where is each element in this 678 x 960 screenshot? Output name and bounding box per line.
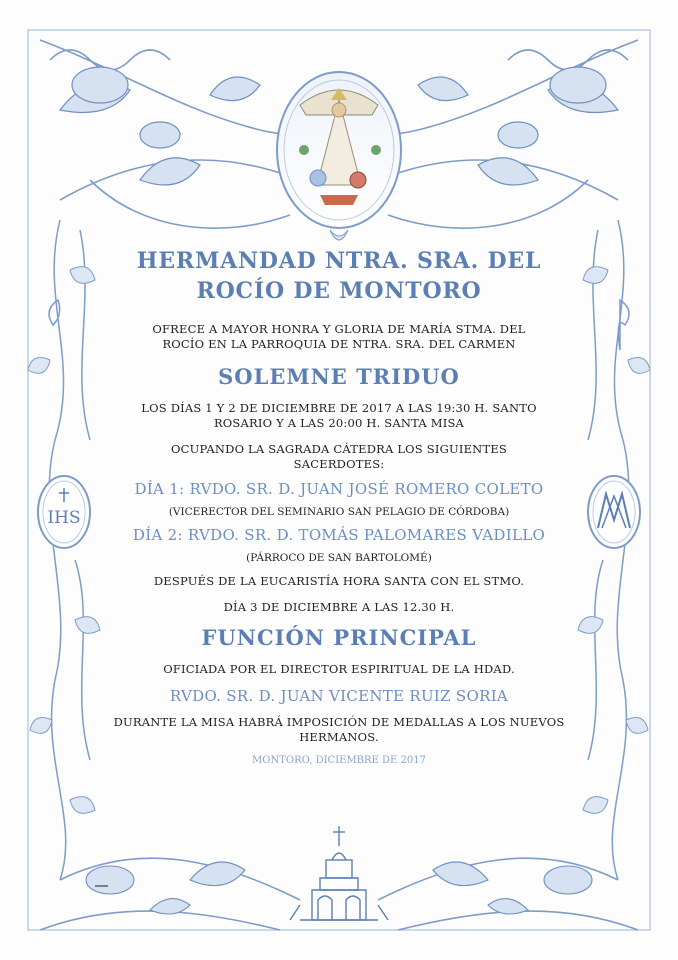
- intro-line2: ROCÍO EN LA PARROQUIA DE NTRA. SRA. DEL CARMEN: [162, 337, 516, 351]
- triduo-heading: SOLEMNE TRIDUO: [218, 364, 460, 389]
- day1-role: (VICERECTOR DEL SEMINARIO SAN PELAGIO DE CÓRDOBA): [168, 506, 510, 518]
- virgin-image-medallion-icon: [277, 72, 401, 228]
- schedule-line1: LOS DÍAS 1 Y 2 DE DICIEMBRE DE 2017 A LAS 19:30 H. SANTO: [141, 401, 537, 415]
- catedra-line2: SACERDOTES:: [293, 457, 385, 471]
- after-mass-text: DESPUÉS DE LA EUCARISTÍA HORA SANTA CON EL STMO.: [153, 574, 525, 588]
- brotherhood-title-line2: ROCÍO DE MONTORO: [196, 278, 482, 304]
- medals-line2: HERMANOS.: [299, 730, 379, 744]
- signature-date: MONTORO, DICIEMBRE DE 2017: [252, 755, 426, 766]
- bottom-garland: [40, 858, 638, 930]
- day2-priest: DÍA 2: RVDO. SR. D. TOMÁS PALOMARES VADILLO: [132, 526, 546, 544]
- day3-text: DÍA 3 DE DICIEMBRE A LAS 12.30 H.: [223, 600, 455, 614]
- funcion-heading: FUNCIÓN PRINCIPAL: [201, 625, 477, 650]
- schedule-line2: ROSARIO Y A LAS 20:00 H. SANTA MISA: [213, 416, 465, 430]
- intro-line1: OFRECE A MAYOR HONRA Y GLORIA DE MARÍA STMA. DEL: [152, 322, 526, 336]
- svg-text:IHS: IHS: [47, 508, 81, 528]
- day2-role: (PÁRROCO DE SAN BARTOLOMÉ): [246, 552, 432, 564]
- brotherhood-title-line1: HERMANDAD NTRA. SRA. DEL: [136, 248, 542, 274]
- ihs-monogram-icon: [38, 476, 90, 548]
- funcion-priest: RVDO. SR. D. JUAN VICENTE RUIZ SORIA: [169, 687, 509, 705]
- marian-monogram-icon: [588, 476, 640, 548]
- medals-line1: DURANTE LA MISA HABRÁ IMPOSICIÓN DE MEDALLAS A LOS NUEVOS: [113, 715, 565, 729]
- day1-priest: DÍA 1: RVDO. SR. D. JUAN JOSÉ ROMERO COLETO: [134, 480, 544, 498]
- officiated-text: OFICIADA POR EL DIRECTOR ESPIRITUAL DE LA HDAD.: [163, 662, 515, 676]
- catedra-line1: OCUPANDO LA SAGRADA CÁTEDRA LOS SIGUIENTES: [170, 442, 507, 456]
- invitation-text: [110, 246, 568, 766]
- church-tower-icon: [290, 826, 388, 920]
